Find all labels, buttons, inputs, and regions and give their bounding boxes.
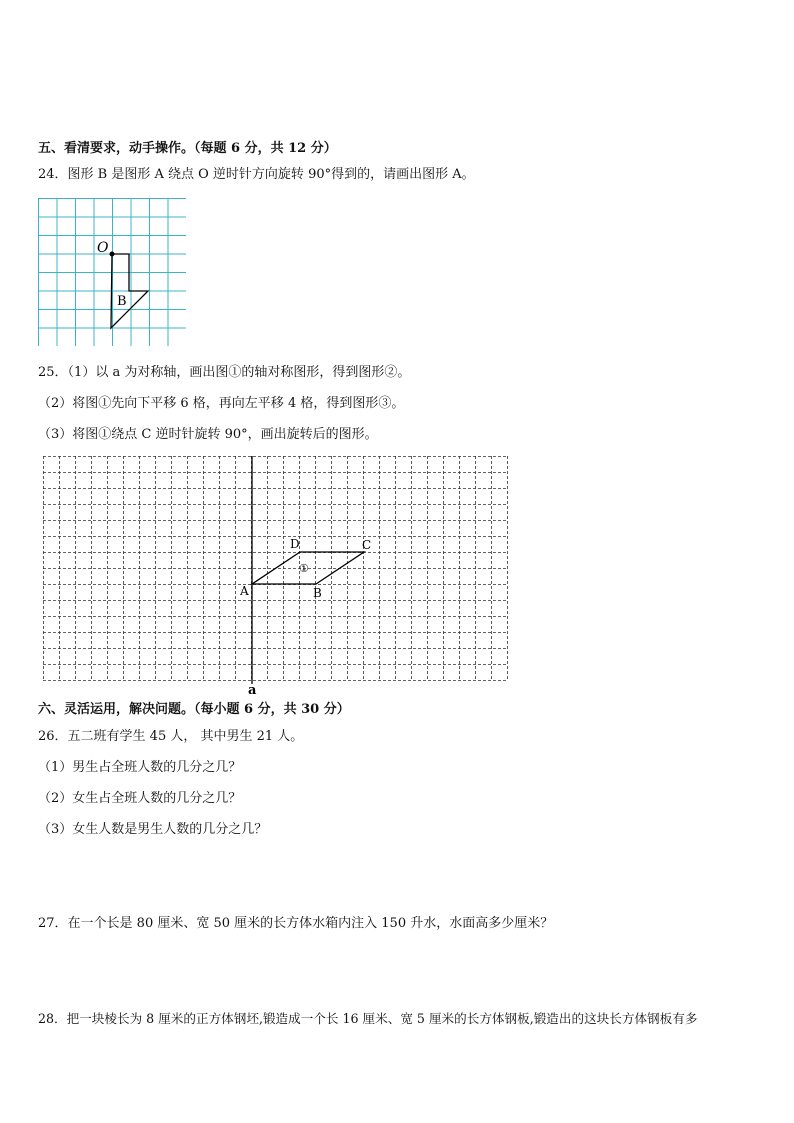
question-25-part-2: （2）将图①先向下平移 6 格，再向左平移 4 格，得到图形③。 [38,396,405,411]
section-6-heading: 六、灵活运用，解决问题。（每小题 6 分，共 30 分） [38,702,350,717]
question-25-grid [43,456,509,696]
question-26-text: 26．五二班有学生 45 人， 其中男生 21 人。 [38,729,304,744]
point-o-label: O [97,240,109,256]
vertex-b-label: B [313,586,322,600]
shape-b-label: B [117,294,127,309]
question-24-text: 24．图形 B 是图形 A 绕点 O 逆时针方向旋转 90°得到的，请画出图形 A。 [38,167,475,182]
point-o-dot [110,252,115,257]
axis-a-label: a [248,683,257,696]
vertex-c-label: C [362,538,372,552]
question-26-part-1: （1）男生占全班人数的几分之几？ [38,760,242,775]
section-5-heading: 五、看清要求，动手操作。（每题 6 分，共 12 分） [38,141,337,156]
question-27-text: 27．在一个长是 80 厘米、宽 50 厘米的长方体水箱内注入 150 升水，水面高多少厘米？ [38,916,554,931]
vertex-d-label: D [290,537,300,551]
vertex-a-label: A [240,584,249,598]
question-26-part-3: （3）女生人数是男生人数的几分之几？ [38,822,268,837]
question-28-text: 28．把一块棱长为 8 厘米的正方体钢坯,锻造成一个长 16 厘米、宽 5 厘米的长方体钢板,锻造出的这块长方体钢板有多 [38,1011,698,1026]
question-26-part-2: （2）女生占全班人数的几分之几？ [38,791,242,806]
question-25-part-1: 25．（1）以 a 为对称轴，画出图①的轴对称图形，得到图形②。 [38,365,411,380]
shape-1-label: ① [299,562,309,575]
question-25-part-3: （3）将图①绕点 C 逆时针旋转 90°，画出旋转后的图形。 [38,427,378,442]
question-24-grid [38,198,186,346]
